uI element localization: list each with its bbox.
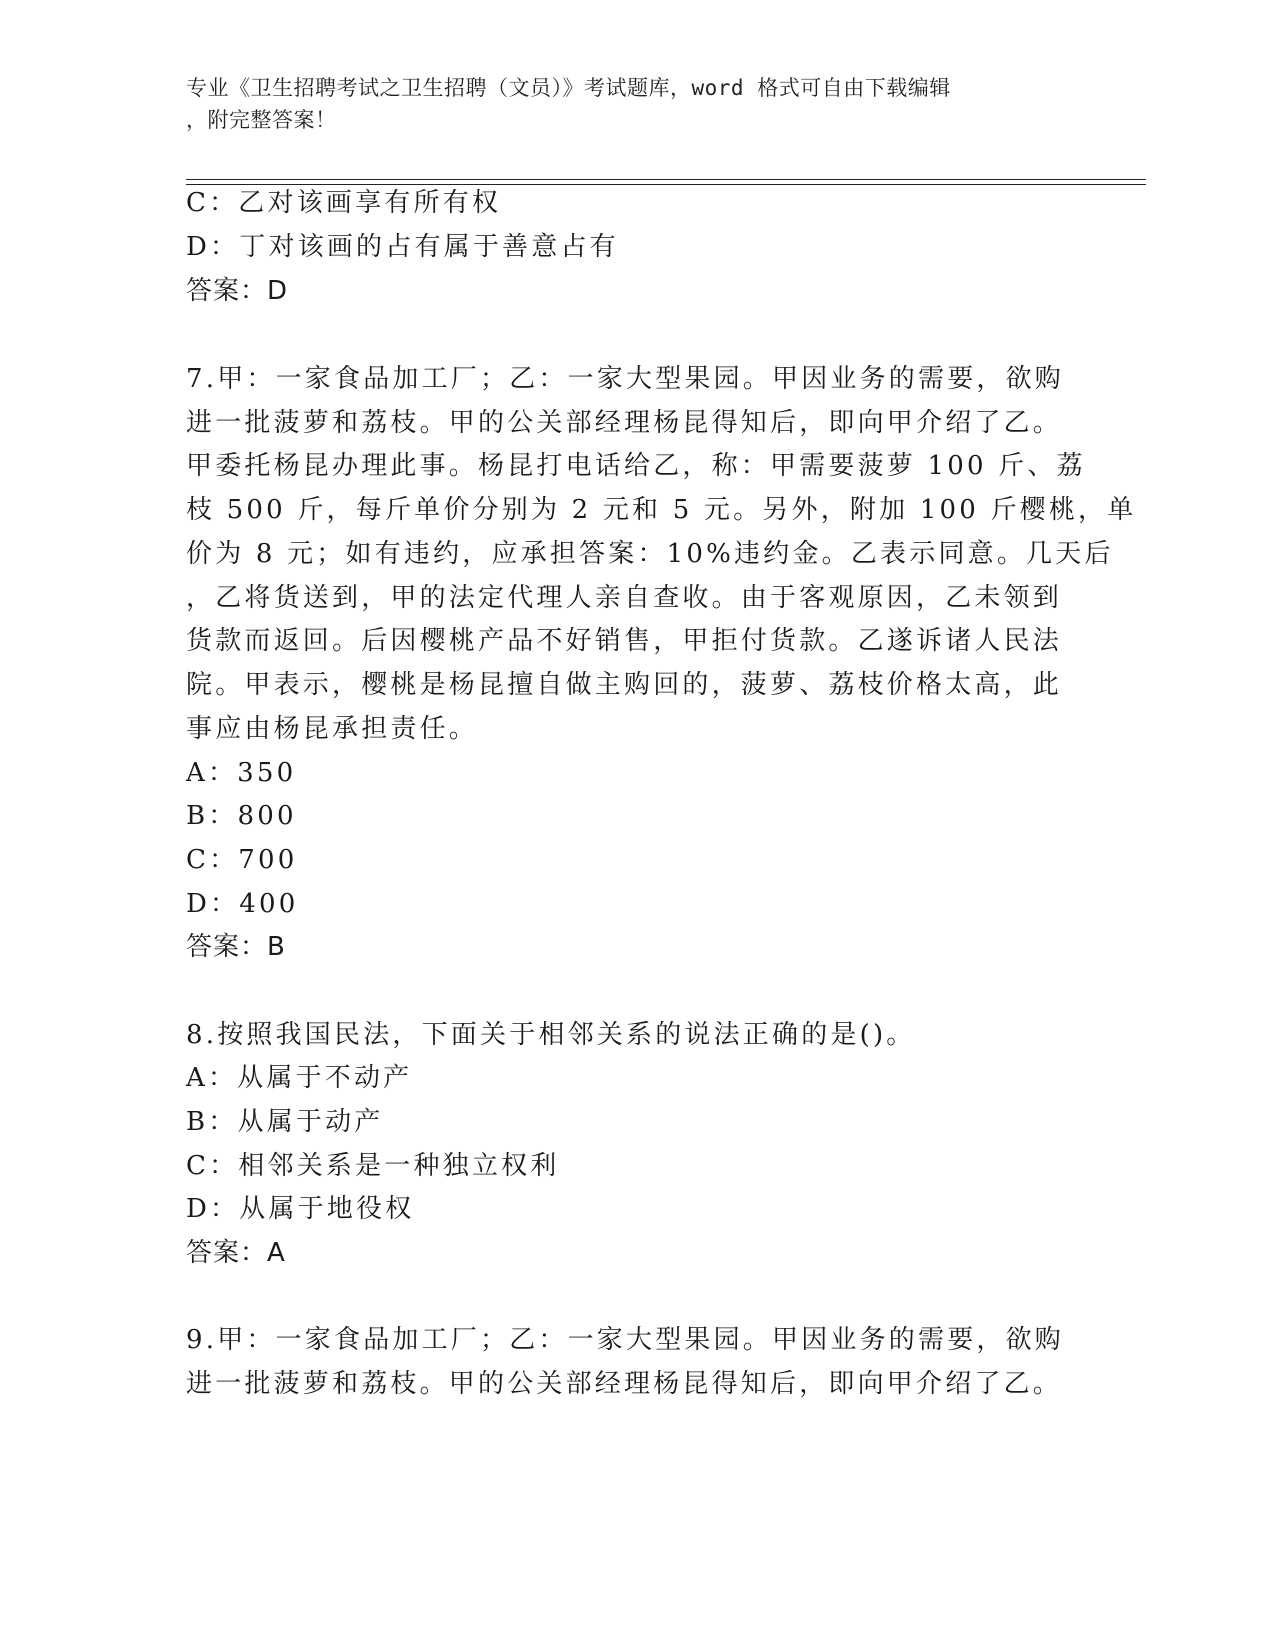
q6-option-d: D：丁对该画的占有属于善意占有	[186, 232, 619, 262]
q7-stem-line: 甲委托杨昆办理此事。杨昆打电话给乙，称：甲需要菠萝 100 斤、荔	[186, 451, 1086, 481]
q8-option-a: A：从属于不动产	[186, 1063, 413, 1093]
q7-stem-line: 货款而返回。后因樱桃产品不好销售，甲拒付货款。乙遂诉诸人民法	[186, 626, 1063, 656]
q7-option-b: B：800	[186, 801, 297, 831]
q8-option-c: C：相邻关系是一种独立权利	[186, 1151, 560, 1181]
q8-answer: 答案：A	[186, 1238, 286, 1268]
q7-stem-line: 事应由杨昆承担责任。	[186, 714, 479, 744]
q9-stem-line: 9.甲：一家食品加工厂；乙：一家大型果园。甲因业务的需要，欲购	[186, 1325, 1065, 1355]
q9-stem-line: 进一批菠萝和荔枝。甲的公关部经理杨昆得知后，即向甲介绍了乙。	[186, 1369, 1063, 1399]
q7-stem-line: 院。甲表示，樱桃是杨昆擅自做主购回的，菠萝、荔枝价格太高，此	[186, 670, 1063, 700]
q8-option-b: B：从属于动产	[186, 1107, 384, 1137]
q8-stem: 8.按照我国民法，下面关于相邻关系的说法正确的是()。	[186, 1020, 916, 1050]
q7-answer: 答案：B	[186, 932, 286, 962]
q7-stem-line: 枝 500 斤，每斤单价分别为 2 元和 5 元。另外，附加 100 斤樱桃，单	[186, 495, 1137, 525]
q6-option-c: C：乙对该画享有所有权	[186, 188, 502, 218]
q7-stem-line: 进一批菠萝和荔枝。甲的公关部经理杨昆得知后，即向甲介绍了乙。	[186, 408, 1063, 438]
header-line-2: ，附完整答案！	[186, 108, 337, 132]
q6-answer: 答案：D	[186, 276, 289, 306]
q7-option-a: A：350	[186, 758, 297, 788]
q7-stem-line: 7.甲：一家食品加工厂；乙：一家大型果园。甲因业务的需要，欲购	[186, 364, 1065, 394]
q7-stem-line: ，乙将货送到，甲的法定代理人亲自查收。由于客观原因，乙未领到	[186, 583, 1063, 613]
q8-option-d: D：从属于地役权	[186, 1194, 415, 1224]
q7-stem-line: 价为 8 元；如有违约，应承担答案：10%违约金。乙表示同意。几天后	[186, 539, 1114, 569]
header-line-1: 专业《卫生招聘考试之卫生招聘（文员）》考试题库，word 格式可自由下载编辑	[186, 76, 951, 100]
q7-option-d: D：400	[186, 889, 299, 919]
q7-option-c: C：700	[186, 845, 298, 875]
document-header	[186, 72, 1066, 136]
